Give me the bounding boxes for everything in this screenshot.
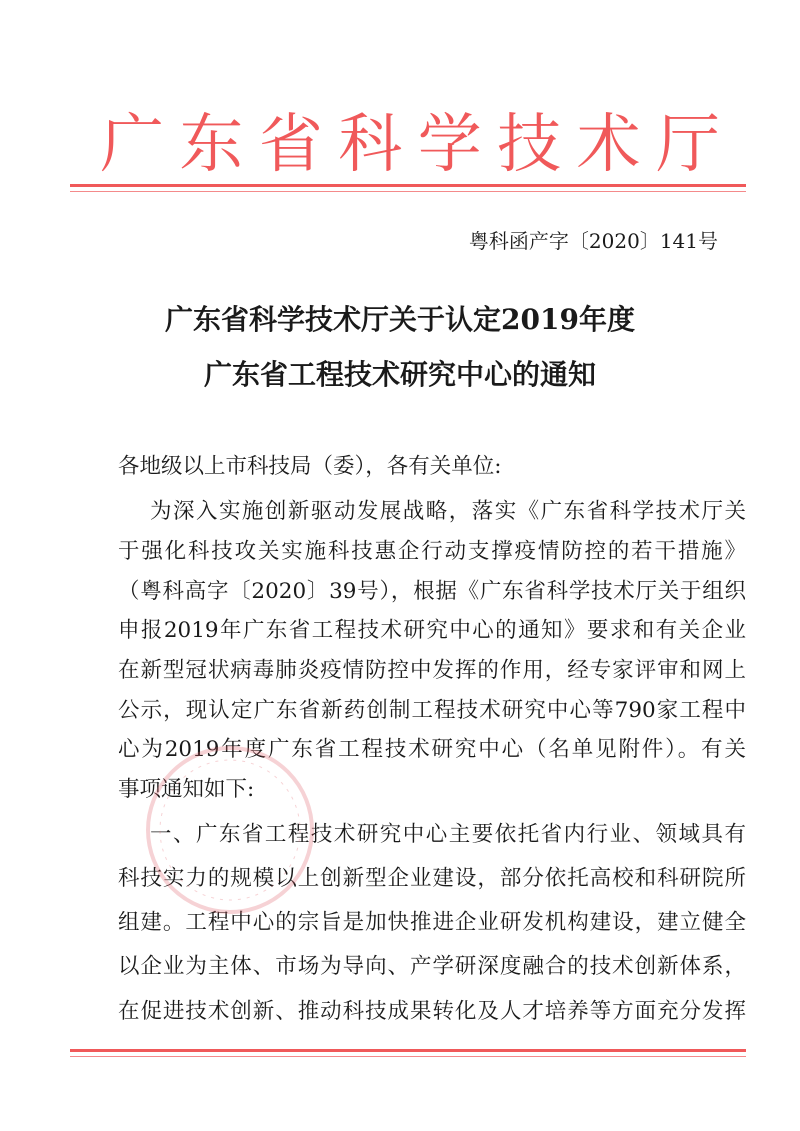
letterhead-char: 省 [258,108,323,182]
letterhead-title [100,105,720,185]
footer-rule-thin [70,1056,746,1057]
document-number: 粤科函产字〔2020〕141号 [468,229,718,253]
salutation: 各地级以上市科技局（委），各有关单位: [118,454,502,479]
body-line: 事项通知如下: [118,777,255,802]
letterhead-char: 东 [179,108,244,182]
body-line: 在促进技术创新、推动科技成果转化及人才培养等方面充分发挥 [118,999,746,1024]
body-line: 申报2019年广东省工程技术研究中心的通知》要求和有关企业 [118,618,746,643]
footer-rule-thick [70,1049,746,1052]
letterhead-char: 学 [417,108,482,182]
letterhead-rule-thin [70,191,746,192]
body-line: 公示，现认定广东省新药创制工程技术研究中心等790家工程中 [118,698,746,723]
body-line: 以企业为主体、市场为导向、产学研深度融合的技术创新体系， [118,954,746,979]
body-line: 在新型冠状病毒肺炎疫情防控中发挥的作用，经专家评审和网上 [118,658,746,683]
letterhead-char: 科 [338,108,403,182]
body-line: （粤科高字〔2020〕39号），根据《广东省科学技术厅关于组织 [118,579,746,604]
body-line: 一、广东省工程技术研究中心主要依托省内行业、领域具有 [150,822,746,847]
body-line: 科技实力的规模以上创新型企业建设，部分依托高校和科研院所 [118,866,746,891]
letterhead-rule-thick [70,184,746,187]
document-title-line1: 广东省科学技术厅关于认定2019年度 [165,303,635,336]
body-line: 为深入实施创新驱动发展战略，落实《广东省科学技术厅关 [150,499,746,524]
letterhead-char: 术 [576,108,641,182]
letterhead-char: 技 [497,108,562,182]
document-title-line2: 广东省工程技术研究中心的通知 [203,358,596,391]
body-line: 组建。工程中心的宗旨是加快推进企业研发机构建设，建立健全 [118,910,746,935]
letterhead-char: 厅 [655,108,720,182]
body-line: 心为2019年度广东省工程技术研究中心（名单见附件）。有关 [118,737,746,762]
letterhead-char: 广 [100,108,164,182]
body-line: 于强化科技攻关实施科技惠企行动支撑疫情防控的若干措施》 [118,539,746,564]
official-seal-stamp [140,740,320,920]
